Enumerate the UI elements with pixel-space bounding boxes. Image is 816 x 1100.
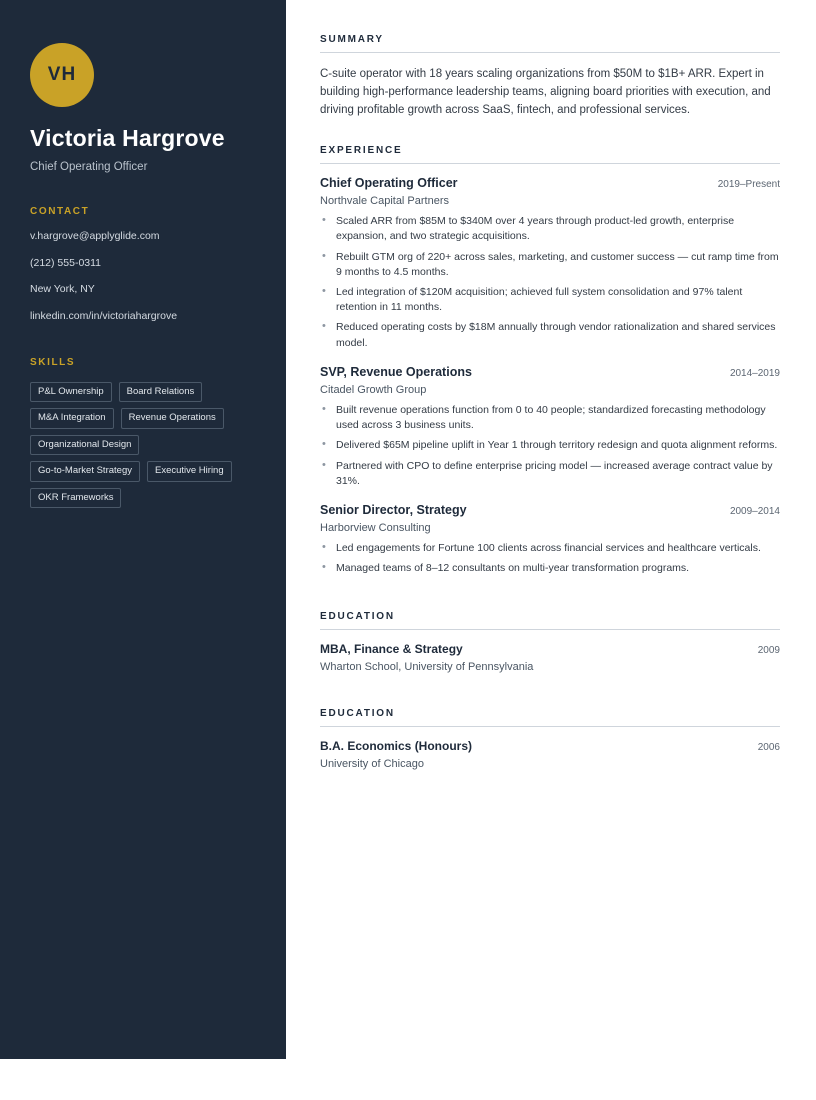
experience-item-header [320, 176, 780, 190]
job-bullet: • Led integration of $120M acquisition; achieved full system consolidation and 97% talent retention in 11 months. [320, 285, 780, 315]
job-dates: 2009–2014 [729, 505, 780, 517]
job-bullet: • Reduced operating costs by $18M annually through vendor rationalization and shared services model. [320, 320, 780, 350]
skill-chip: Executive Hiring [147, 461, 232, 482]
job-bullet: • Managed teams of 8–12 consultants on multi-year transformation programs. [320, 561, 780, 576]
skills-heading: SKILLS [30, 356, 76, 368]
education-section-secondary [320, 708, 780, 770]
job-dates: 2019–Present [717, 179, 780, 191]
education-degree: MBA, Finance & Strategy [320, 642, 463, 657]
education-year: 2009 [757, 645, 780, 657]
experience-item [320, 365, 780, 489]
experience-item [320, 176, 780, 351]
summary-text: C-suite operator with 18 years scaling organizations from $50M to $1B+ ARR. Expert in building high-performance leadership teams, aligning board priorities with execution, and driving profitable growth across SaaS, fintech, and professional services. [320, 68, 771, 117]
job-organization: Harborview Consulting [320, 521, 431, 534]
job-organization: Northvale Capital Partners [320, 195, 450, 208]
contact-heading: CONTACT [30, 206, 90, 217]
experience-heading: EXPERIENCE [320, 145, 780, 164]
avatar [30, 43, 94, 107]
education-section-primary [320, 611, 780, 673]
education-school: University of Chicago [320, 758, 424, 771]
person-name: Victoria Hargrove [30, 125, 225, 151]
education-item-header [320, 739, 780, 753]
contact-linkedin[interactable]: linkedin.com/in/victoriahargrove [30, 309, 178, 322]
skill-chip: Organizational Design [30, 435, 139, 456]
job-bullet: • Partnered with CPO to define enterprise pricing model — increased average contract value by 31%. [320, 459, 780, 489]
skill-chip: P&L Ownership [30, 382, 112, 403]
education-year: 2006 [757, 742, 780, 754]
job-bullets [320, 214, 780, 351]
contact-phone[interactable]: (212) 555-0311 [30, 256, 102, 269]
education-heading: EDUCATION [320, 611, 780, 630]
summary-heading: SUMMARY [320, 34, 780, 53]
education-heading: EDUCATION [320, 708, 780, 727]
summary-section [320, 34, 780, 119]
experience-item-header [320, 365, 780, 379]
person-title: Chief Operating Officer [30, 161, 148, 173]
avatar-initials: VH [47, 64, 77, 85]
job-title: SVP, Revenue Operations [320, 364, 472, 379]
experience-item [320, 503, 780, 576]
job-bullets [320, 541, 780, 576]
job-bullet: • Built revenue operations function from 0 to 40 people; standardized forecasting methodology used across 3 business units. [320, 403, 780, 433]
contact-location: New York, NY [30, 283, 95, 296]
education-degree: B.A. Economics (Honours) [320, 739, 473, 754]
skills-list [30, 382, 248, 509]
sidebar [0, 0, 286, 1059]
experience-section [320, 145, 780, 576]
skill-chip: M&A Integration [30, 408, 114, 429]
job-dates: 2014–2019 [729, 367, 780, 379]
job-bullet: • Scaled ARR from $85M to $340M over 4 years through product-led growth, enterprise expansion, and two strategic acquisitions. [320, 214, 780, 244]
job-title: Chief Operating Officer [320, 176, 458, 191]
skill-chip: OKR Frameworks [30, 488, 121, 509]
job-bullets [320, 403, 780, 489]
education-item-header [320, 642, 780, 656]
job-organization: Citadel Growth Group [320, 383, 427, 396]
contact-list [30, 230, 256, 324]
skill-chip: Board Relations [119, 382, 203, 403]
education-school: Wharton School, University of Pennsylvania [320, 661, 534, 674]
skill-chip: Revenue Operations [121, 408, 224, 429]
job-bullet: • Delivered $65M pipeline uplift in Year 1 through territory redesign and quota alignment reforms. [320, 438, 780, 453]
job-title: Senior Director, Strategy [320, 502, 467, 517]
contact-email[interactable]: v.hargrove@applyglide.com [30, 230, 160, 242]
education-item [320, 739, 780, 770]
job-bullet: • Led engagements for Fortune 100 clients across financial services and healthcare verticals. [320, 541, 780, 556]
main-content [286, 0, 816, 1100]
job-bullet: • Rebuilt GTM org of 220+ across sales, marketing, and customer success — cut ramp time from 9 months to 4.5 months. [320, 250, 780, 280]
experience-item-header [320, 503, 780, 517]
education-item [320, 642, 780, 673]
skill-chip: Go-to-Market Strategy [30, 461, 140, 482]
